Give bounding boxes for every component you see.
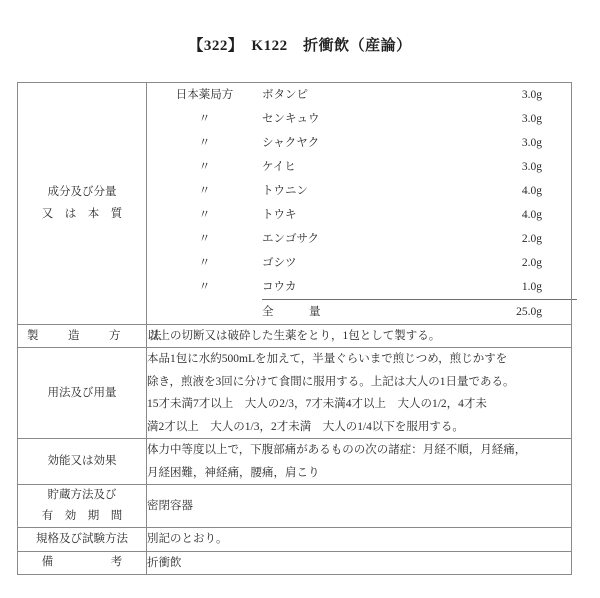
ingredient-amount: 2.0g xyxy=(521,232,542,245)
row-label-remarks xyxy=(18,551,147,574)
ingredient-name: コウカ xyxy=(262,275,422,300)
content-line: 体力中等度以上で，下腹部痛があるものの次の諸症：月経不順，月経痛， xyxy=(147,444,527,457)
row-label-line: 製 造 方 法 xyxy=(27,329,171,342)
ingredient-total-row xyxy=(147,300,577,325)
ingredient-source: 〃 xyxy=(198,112,211,125)
ingredient-row xyxy=(147,203,577,227)
row-label-line: 貯蔵方法及び xyxy=(47,488,117,501)
row-content-specifications xyxy=(147,528,572,551)
ingredient-spacer xyxy=(542,179,577,203)
total-label: 全 量 xyxy=(262,305,333,318)
content-line: 密閉容器 xyxy=(147,500,193,512)
ingredient-amount: 3.0g xyxy=(521,88,542,101)
table-row xyxy=(18,348,572,439)
content-line: 別記のとおり。 xyxy=(147,533,228,546)
table-body xyxy=(18,83,572,575)
ingredient-amount: 3.0g xyxy=(521,136,542,149)
ingredients-table xyxy=(147,83,577,324)
ingredient-name: センキュウ xyxy=(262,112,320,125)
row-label-storage xyxy=(18,484,147,528)
ingredient-row xyxy=(147,83,577,107)
row-label-specifications xyxy=(18,528,147,551)
ingredient-row xyxy=(147,275,577,300)
total-spacer-right xyxy=(542,300,577,325)
page-title: 【322】 K122 折衝飲（産論） xyxy=(188,38,412,54)
content-line: 15才未満7才以上 大人の2/3，7才未満4才以上 大人の1/2，4才未 xyxy=(147,398,487,411)
row-content-dosage xyxy=(147,348,572,439)
ingredient-source: 〃 xyxy=(198,256,211,269)
ingredient-amount: 3.0g xyxy=(521,160,542,173)
ingredient-name: トウキ xyxy=(262,208,297,221)
row-label-ingredients xyxy=(18,83,147,325)
ingredient-row xyxy=(147,107,577,131)
row-content-manufacturing-method xyxy=(147,325,572,348)
ingredient-spacer xyxy=(542,227,577,251)
ingredient-row xyxy=(147,227,577,251)
ingredient-spacer xyxy=(542,203,577,227)
ingredient-spacer xyxy=(542,107,577,131)
table-row xyxy=(18,325,572,348)
table-row xyxy=(18,528,572,551)
ingredients-body xyxy=(147,83,577,324)
ingredient-source: 〃 xyxy=(198,160,211,173)
ingredient-source: 〃 xyxy=(198,136,211,149)
row-label-efficacy xyxy=(18,439,147,485)
content-line: 以上の切断又は破砕した生薬をとり，1包として製する。 xyxy=(147,330,441,342)
ingredient-amount: 3.0g xyxy=(521,112,542,125)
ingredient-row xyxy=(147,179,577,203)
content-line: 月経困難，神経痛，腰痛，肩こり xyxy=(147,466,320,479)
ingredient-source: 〃 xyxy=(198,281,211,294)
ingredient-amount: 4.0g xyxy=(521,184,542,197)
ingredient-row xyxy=(147,251,577,275)
table-row xyxy=(18,83,572,325)
ingredient-source: 〃 xyxy=(198,184,211,197)
ingredient-amount: 4.0g xyxy=(521,208,542,221)
ingredient-spacer xyxy=(542,131,577,155)
row-label-dosage xyxy=(18,348,147,439)
table-row xyxy=(18,484,572,528)
ingredient-name: ゴシツ xyxy=(262,256,297,269)
content-line: 除き，煎液を3回に分けて食間に服用する。上記は大人の1日量である。 xyxy=(147,375,515,388)
ingredient-name: トウニン xyxy=(262,184,308,197)
ingredient-spacer xyxy=(542,83,577,107)
table-row xyxy=(18,551,572,574)
content-line: 満2才以上 大人の1/3，2才未満 大人の1/4以下を服用する。 xyxy=(147,420,464,433)
row-content-storage xyxy=(147,484,572,528)
ingredient-row xyxy=(147,131,577,155)
row-label-line: 成分及び分量 xyxy=(47,186,117,199)
table-row xyxy=(18,439,572,485)
row-content-remarks xyxy=(147,551,572,574)
ingredient-name: ボタンピ xyxy=(262,88,308,101)
ingredient-spacer xyxy=(542,275,577,300)
row-label-line: 用法及び用量 xyxy=(47,386,117,399)
drug-specification-table xyxy=(17,82,572,575)
row-label-line: 有 効 期 間 xyxy=(41,510,123,523)
ingredient-name: シャクヤク xyxy=(262,136,320,149)
ingredient-name: ケイヒ xyxy=(262,160,296,173)
ingredient-source: 〃 xyxy=(198,232,211,245)
total-amount: 25.0g xyxy=(516,305,542,318)
ingredient-spacer xyxy=(542,155,577,179)
ingredient-row xyxy=(147,155,577,179)
row-content-efficacy xyxy=(147,439,572,485)
ingredient-name: エンゴサク xyxy=(262,232,320,245)
row-label-line: 備 考 xyxy=(41,556,123,569)
ingredient-spacer xyxy=(542,251,577,275)
ingredient-source: 〃 xyxy=(198,208,211,221)
row-label-manufacturing-method xyxy=(18,325,171,348)
content-line: 本品1包に水約500mLを加えて，半量ぐらいまで煎じつめ，煎じかすを xyxy=(147,353,508,366)
row-label-line: 規格及び試験方法 xyxy=(36,533,128,546)
ingredient-source: 日本薬局方 xyxy=(175,88,234,101)
ingredient-amount: 1.0g xyxy=(422,275,542,300)
total-spacer xyxy=(147,300,262,325)
ingredient-amount: 2.0g xyxy=(521,256,542,269)
row-label-line: 効能又は効果 xyxy=(47,454,117,467)
row-content-ingredients xyxy=(147,83,572,325)
row-label-line: 又 は 本 質 xyxy=(41,207,123,220)
content-line: 折衝飲 xyxy=(147,556,182,569)
